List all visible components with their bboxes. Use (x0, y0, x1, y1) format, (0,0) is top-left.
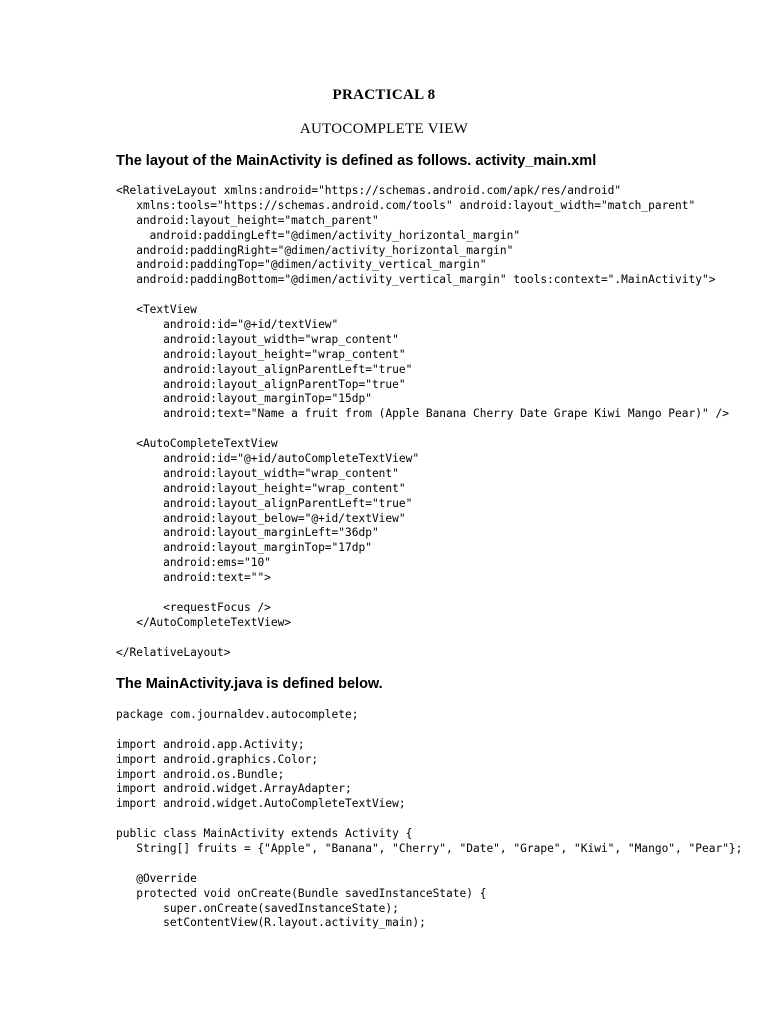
code-line: android:layout_alignParentLeft="true" (116, 362, 413, 376)
code-line: setContentView(R.layout.activity_main); (116, 916, 426, 930)
code-line (116, 857, 742, 872)
code-line: android:layout_alignParentTop="true" (116, 377, 406, 391)
code-line: android:id="@+id/autoCompleteTextView" (116, 452, 420, 466)
code-line: android:layout_marginLeft="36dp" (116, 526, 379, 540)
code-line: android:paddingRight="@dimen/activity_horizontal_margin" (116, 243, 514, 257)
code-line: import android.app.Activity; (116, 737, 305, 751)
code-line: android:layout_height="wrap_content" (116, 481, 406, 495)
layout-xml-code-block (116, 184, 729, 661)
code-line (116, 631, 729, 646)
code-line (116, 812, 742, 827)
code-line: android:layout_marginTop="17dp" (116, 541, 372, 555)
code-line (116, 723, 742, 738)
code-line: android:layout_below="@+id/textView" (116, 511, 406, 525)
code-line: import android.widget.ArrayAdapter; (116, 782, 352, 796)
code-line: android:id="@+id/textView" (116, 318, 339, 332)
code-line: android:layout_width="wrap_content" (116, 466, 399, 480)
code-line: import android.widget.AutoCompleteTextView; (116, 797, 406, 811)
code-line: android:text=""> (116, 571, 271, 585)
java-section-heading: The MainActivity.java is defined below. (116, 676, 383, 692)
code-line: android:layout_alignParentLeft="true" (116, 496, 413, 510)
java-code-block (116, 708, 742, 931)
code-line (116, 288, 729, 303)
code-line: @Override (116, 871, 197, 885)
code-line: package com.journaldev.autocomplete; (116, 708, 359, 721)
code-line (116, 586, 729, 601)
document-subtitle: AUTOCOMPLETE VIEW (299, 121, 469, 137)
code-line: android:ems="10" (116, 556, 271, 570)
layout-section-heading: The layout of the MainActivity is defined as follows. activity_main.xml (116, 153, 597, 169)
code-line: xmlns:tools="https://schemas.android.com/tools" android:layout_width="match_parent" (116, 198, 696, 212)
code-line: <requestFocus /> (116, 600, 271, 614)
code-line: android:layout_height="match_parent" (116, 213, 379, 227)
code-line: android:text="Name a fruit from (Apple Banana Cherry Date Grape Kiwi Mango Pear)" /> (116, 407, 729, 421)
code-line: super.onCreate(savedInstanceState); (116, 901, 399, 915)
code-line: String[] fruits = {"Apple", "Banana", "Cherry", "Date", "Grape", "Kiwi", "Mango", "Pear"}; (116, 842, 743, 856)
code-line: android:layout_width="wrap_content" (116, 332, 399, 346)
code-line: import android.os.Bundle; (116, 767, 285, 781)
code-line: import android.graphics.Color; (116, 752, 319, 766)
code-line: android:layout_height="wrap_content" (116, 347, 406, 361)
document-title: PRACTICAL 8 (332, 87, 436, 103)
code-line: android:paddingLeft="@dimen/activity_horizontal_margin" (116, 228, 521, 242)
code-line: </RelativeLayout> (116, 645, 231, 659)
code-line: public class MainActivity extends Activity { (116, 827, 413, 841)
code-line: <RelativeLayout xmlns:android="https://schemas.android.com/apk/res/android" (116, 184, 622, 197)
code-line: protected void onCreate(Bundle savedInstanceState) { (116, 886, 487, 900)
code-line (116, 422, 729, 437)
code-line: android:layout_marginTop="15dp" (116, 392, 372, 406)
code-line: android:paddingTop="@dimen/activity_vertical_margin" (116, 258, 487, 272)
code-line: </AutoCompleteTextView> (116, 615, 292, 629)
code-line: <TextView (116, 303, 197, 317)
code-line: <AutoCompleteTextView (116, 437, 278, 451)
code-line: android:paddingBottom="@dimen/activity_vertical_margin" tools:context=".MainActivity"> (116, 273, 716, 287)
